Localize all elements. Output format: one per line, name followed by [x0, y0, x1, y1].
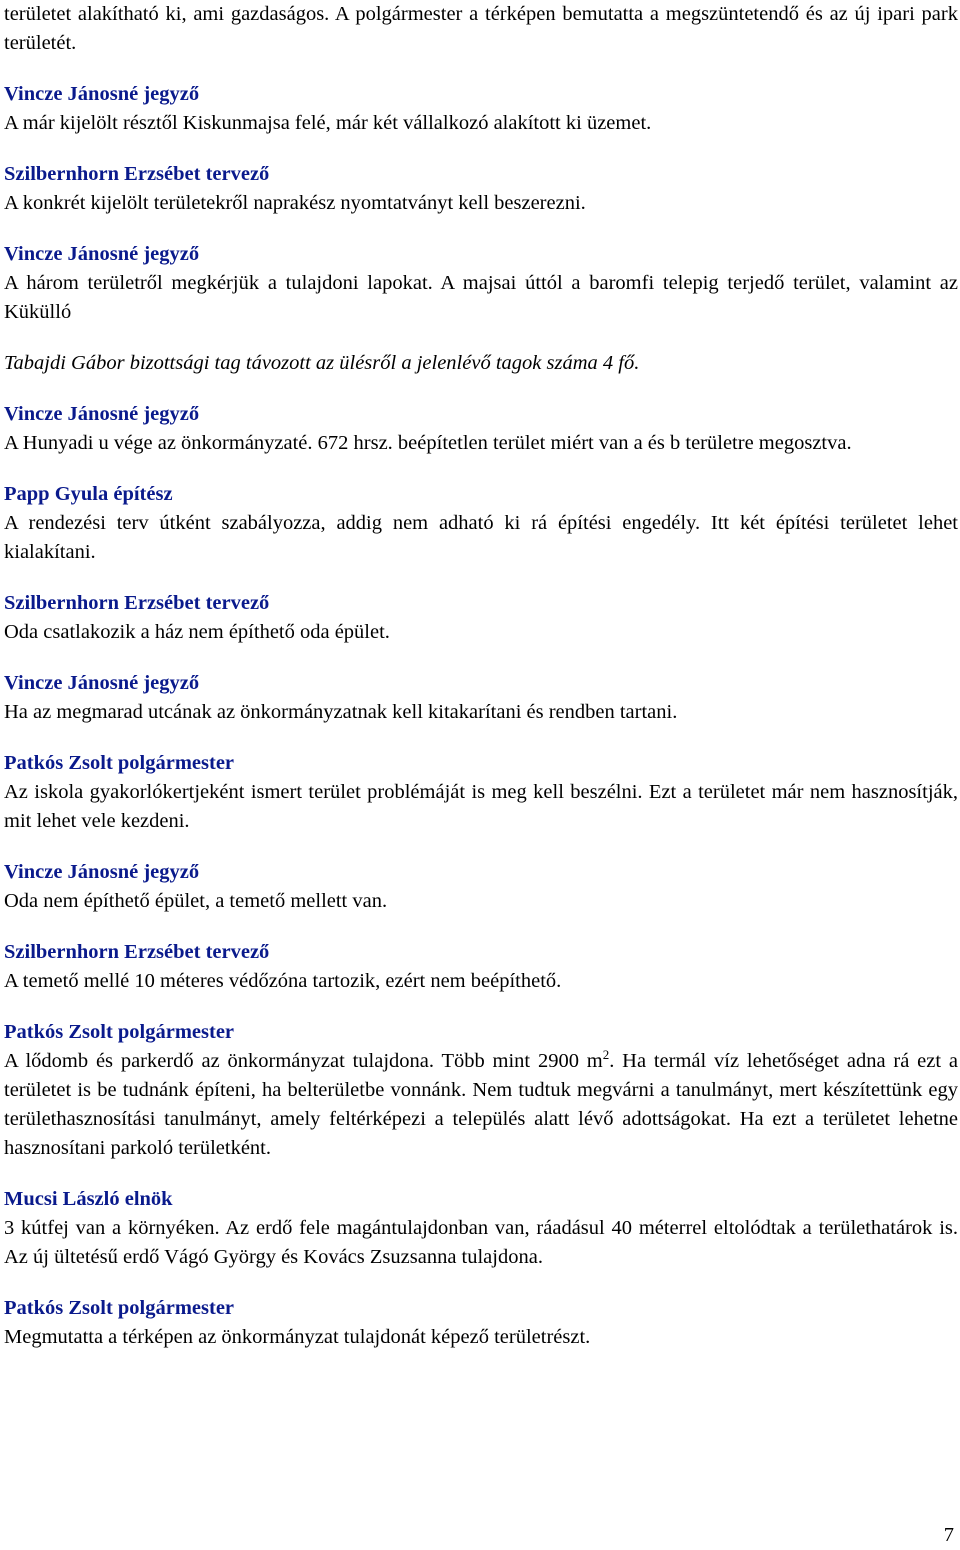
speaker-name: Vincze Jánosné jegyző	[4, 243, 200, 265]
speech-text: Oda nem építhető épület, a temető mellett van.	[4, 890, 388, 912]
speaker-block	[4, 80, 958, 138]
speech-text: A három területről megkérjük a tulajdoni lapokat. A majsai úttól a baromfi telepig terjedő terület, valamint az Kükülló	[4, 272, 958, 323]
page-number: 7	[943, 1524, 954, 1546]
speaker-block	[4, 669, 958, 727]
speaker-name: Vincze Jánosné jegyző	[4, 83, 200, 105]
paragraph-block	[4, 0, 958, 58]
speaker-block	[4, 858, 958, 916]
speaker-name: Szilbernhorn Erzsébet tervező	[4, 941, 270, 963]
speech-text: 3 kútfej van a környéken. Az erdő fele magántulajdonban van, ráadásul 40 méterrel eltolódtak a területhatárok is. Az új ültetésű erdő Vágó György és Kovács Zsuzsanna tulajdona.	[4, 1217, 958, 1268]
speaker-name: Patkós Zsolt polgármester	[4, 752, 235, 774]
speaker-block	[4, 240, 958, 327]
speaker-name: Szilbernhorn Erzsébet tervező	[4, 163, 270, 185]
speaker-block	[4, 1018, 958, 1163]
speech-text: Az iskola gyakorlókertjeként ismert terület problémáját is meg kell beszélni. Ezt a területet már nem hasznosítják, mit lehet vele kezdeni.	[4, 781, 958, 832]
speaker-block	[4, 480, 958, 567]
speech-text-part: . Ha termál víz lehetőséget adna rá ezt a területet is be tudnánk építeni, ha belterületbe vonnánk. Nem tudtuk megvárni a tanulmányt, mert készítettünk egy területhasznosítási tanulmányt, amely feltérképezi a település alatt lévő adottságokat. Ha ezt a területet lehetne hasznosítani parkoló területként.	[4, 1050, 958, 1159]
note-block	[4, 349, 958, 378]
speaker-block	[4, 1294, 958, 1352]
speech-text: A konkrét kijelölt területekről naprakész nyomtatványt kell beszerezni.	[4, 192, 586, 214]
speaker-block	[4, 160, 958, 218]
paragraph-text: területet alakítható ki, ami gazdaságos. A polgármester a térképen bemutatta a megszüntetendő és az új ipari park területét.	[4, 3, 958, 54]
speech-text: A már kijelölt résztől Kiskunmajsa felé, már két vállalkozó alakított ki üzemet.	[4, 112, 652, 134]
speaker-name: Vincze Jánosné jegyző	[4, 403, 200, 425]
speech-text: A temető mellé 10 méteres védőzóna tartozik, ezért nem beépíthető.	[4, 970, 562, 992]
speaker-block	[4, 938, 958, 996]
speech-text: Ha az megmarad utcának az önkormányzatnak kell kitakarítani és rendben tartani.	[4, 701, 678, 723]
speaker-name: Papp Gyula építész	[4, 483, 173, 505]
speaker-name: Patkós Zsolt polgármester	[4, 1297, 235, 1319]
speech-text: A Hunyadi u vége az önkormányzaté. 672 hrsz. beépítetlen terület miért van a és b területre megosztva.	[4, 432, 852, 454]
document-page	[4, 0, 958, 1374]
speaker-name: Vincze Jánosné jegyző	[4, 861, 200, 883]
speaker-block	[4, 749, 958, 836]
speech-text: Megmutatta a térképen az önkormányzat tulajdonát képező területrészt.	[4, 1326, 591, 1348]
attendance-note: Tabajdi Gábor bizottsági tag távozott az ülésről a jelenlévő tagok száma 4 fő.	[4, 352, 640, 374]
speaker-block	[4, 589, 958, 647]
speaker-name: Szilbernhorn Erzsébet tervező	[4, 592, 270, 614]
speech-text-part: A lődomb és parkerdő az önkormányzat tulajdona. Több mint 2900 m	[4, 1050, 603, 1072]
speech-text: Oda csatlakozik a ház nem építhető oda épület.	[4, 621, 390, 643]
speaker-name: Vincze Jánosné jegyző	[4, 672, 200, 694]
speech-text	[4, 1047, 958, 1163]
speech-text: A rendezési terv útként szabályozza, addig nem adható ki rá építési engedély. Itt két építési területet lehet kialakítani.	[4, 512, 958, 563]
speaker-block	[4, 1185, 958, 1272]
speaker-block	[4, 400, 958, 458]
superscript: 2	[602, 1047, 610, 1063]
speaker-name: Patkós Zsolt polgármester	[4, 1021, 235, 1043]
speaker-name: Mucsi László elnök	[4, 1188, 173, 1210]
